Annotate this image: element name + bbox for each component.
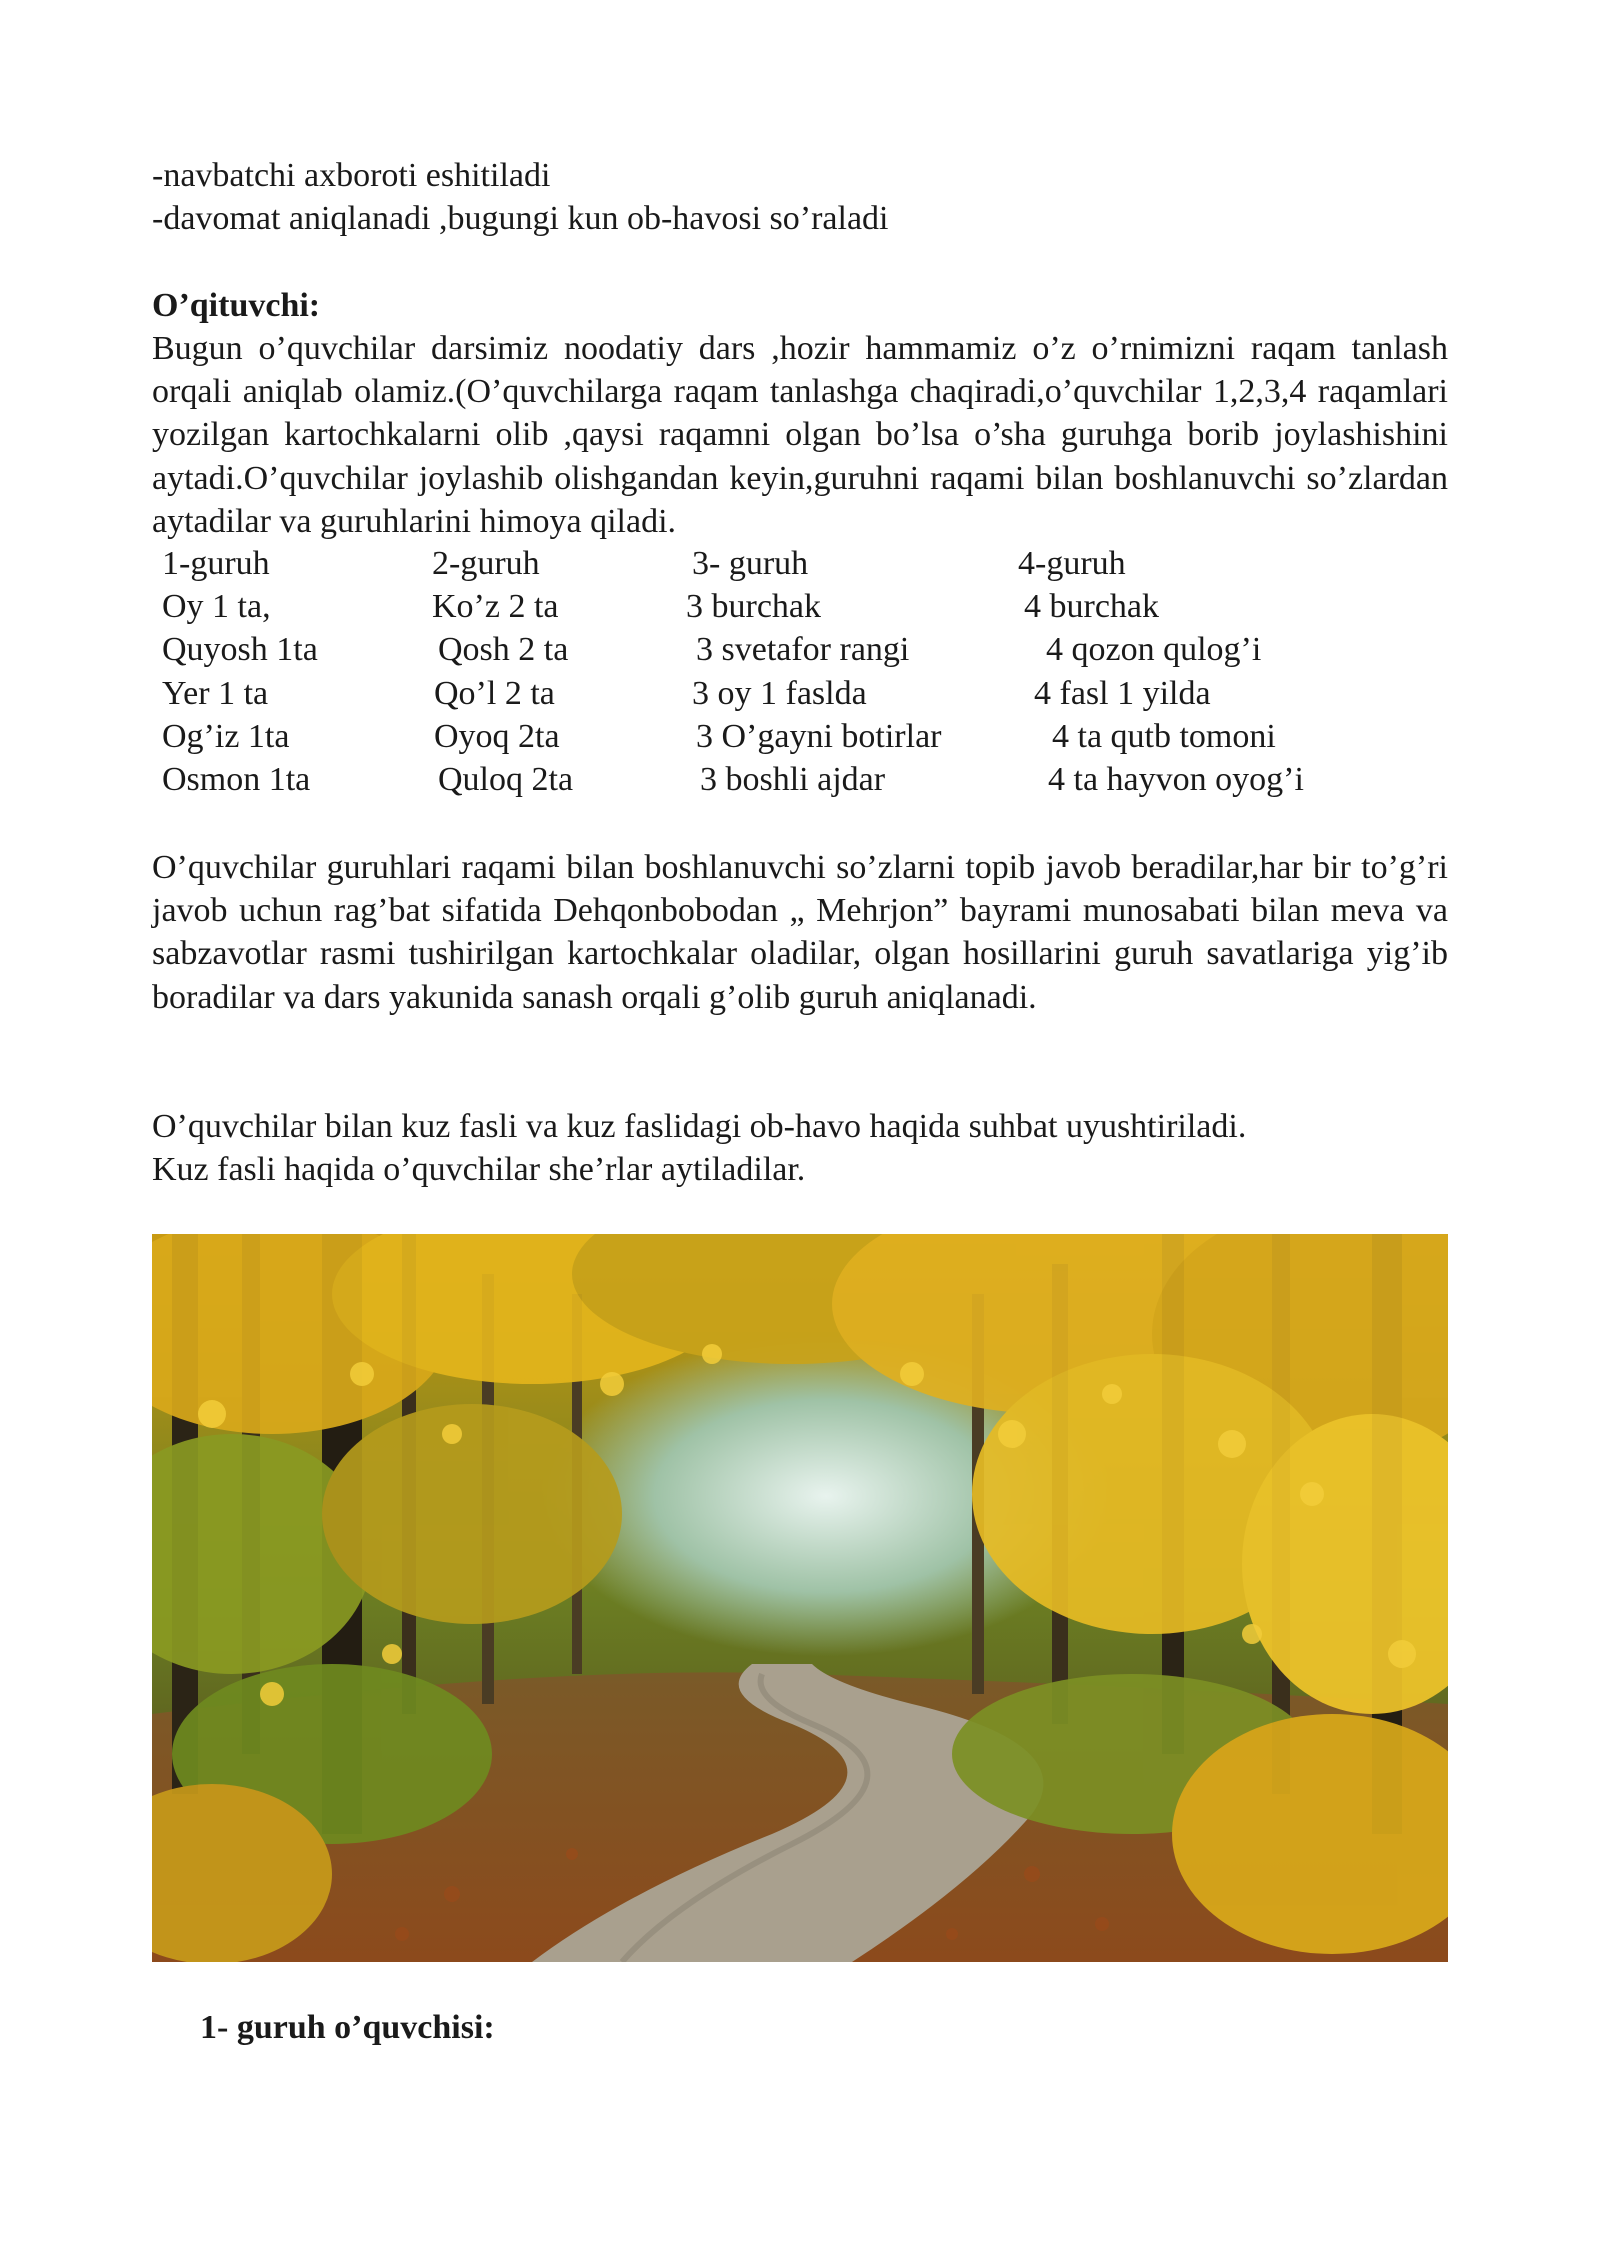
group-cell: Osmon 1ta [162,760,311,798]
group-cell: 4 burchak [1024,588,1160,626]
group-cell: 3 svetafor rangi [696,631,910,669]
group-cell: 3 O’gayni botirlar [696,717,942,755]
group-cell: Quloq 2ta [438,760,574,798]
group1-heading: 1- guruh o’quvchisi: [200,2009,495,2046]
groups-row [162,715,1362,758]
group-cell: Quyosh 1ta [162,631,318,669]
activity-paragraph: O’quvchilar guruhlari raqami bilan boshlanuvchi so’zlarni topib javob beradilar,har bir to’g’ri javob uchun rag’bat sifatida Dehqonbobodan „ Mehrjon” bayrami munosabati bilan meva va sabzavotlar rasmi tushirilgan kartochkalar oladilar, olgan hosillarini guruh savatlariga yig’ib boradilar va dars yakunida sanash orqali g’olib guruh aniqlanadi. [152,849,1448,1016]
group-cell: Oyoq 2ta [434,717,560,755]
group-cell: 3 boshli ajdar [700,760,886,798]
group-cell: Ko’z 2 ta [432,588,559,626]
group-cell: Qo’l 2 ta [434,674,555,712]
group-header-1: 1-guruh [162,545,270,582]
group-cell: Qosh 2 ta [438,631,569,669]
groups-row [162,672,1362,715]
group-header-2: 2-guruh [432,545,540,582]
groups-table [162,542,1362,801]
intro-line-2: -davomat aniqlanadi ,bugungi kun ob-havosi so’raladi [152,200,889,237]
discussion-line-1: O’quvchilar bilan kuz fasli va kuz faslidagi ob-havo haqida suhbat uyushtiriladi. [152,1108,1247,1145]
group-header-3: 3- guruh [692,545,809,582]
group-header-4: 4-guruh [1018,545,1126,582]
group-cell: 4 ta hayvon oyog’i [1048,760,1304,798]
intro-line-1: -navbatchi axboroti eshitiladi [152,157,551,194]
group-cell: 3 burchak [686,588,822,626]
groups-header-row [162,542,1362,585]
autumn-forest-illustration [152,1234,1448,1962]
group-cell: Og’iz 1ta [162,717,290,755]
group-cell: 4 ta qutb tomoni [1052,717,1276,755]
groups-row [162,628,1362,671]
groups-row [162,585,1362,628]
group-cell: 4 fasl 1 yilda [1034,674,1211,712]
group-cell: 4 qozon qulog’i [1046,631,1262,669]
group-cell: 3 oy 1 faslda [692,674,867,712]
teacher-heading: O’qituvchi: [152,287,321,324]
discussion-line-2: Kuz fasli haqida o’quvchilar she’rlar aytiladilar. [152,1151,806,1188]
group-cell: Yer 1 ta [162,674,269,712]
groups-row [162,758,1362,801]
group-cell: Oy 1 ta, [162,588,271,626]
autumn-forest-road-photo [152,1234,1448,1962]
teacher-paragraph: Bugun o’quvchilar darsimiz noodatiy dars ,hozir hammamiz o’z o’rnimizni raqam tanlash orqali aniqlab olamiz.(O’quvchilarga raqam tanlashga chaqiradi,o’quvchilar 1,2,3,4 raqamlari yozilgan kartochkalarni olib ,qaysi raqamni olgan bo’lsa o’sha guruhga borib joylashishini aytadi.O’quvchilar joylashib olishgandan keyin,guruhni raqami bilan boshlanuvchi so’zlardan aytadilar va guruhlarini himoya qiladi. [152,330,1448,540]
